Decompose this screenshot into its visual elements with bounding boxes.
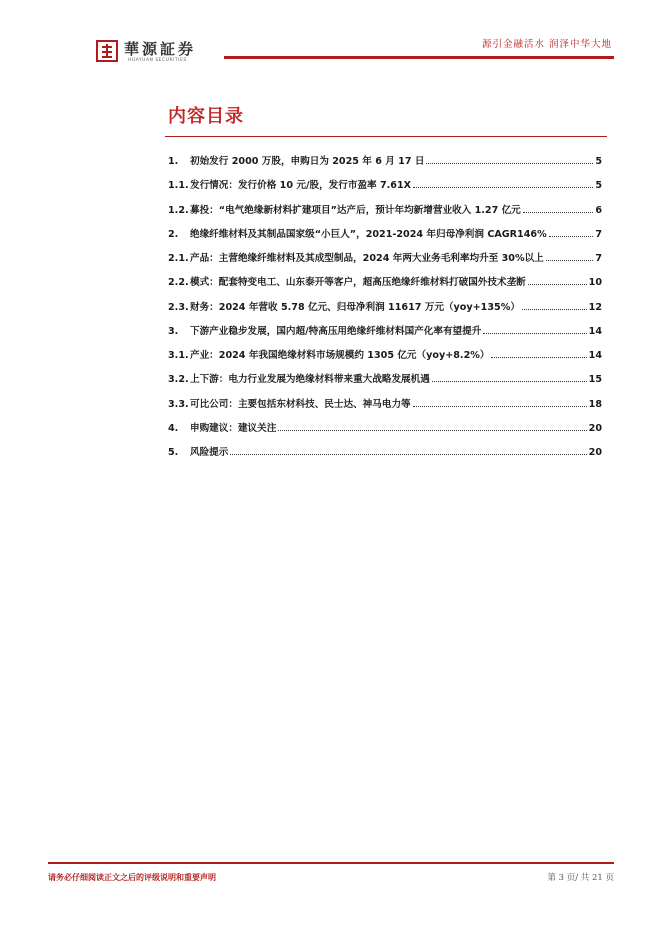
logo-english-name: HUAYUAN SECURITIES: [128, 58, 187, 63]
table-of-contents: [168, 153, 602, 468]
footer-disclaimer: 请务必仔细阅读正文之后的评级说明和重要声明: [48, 873, 216, 882]
toc-entry-page: 20: [588, 422, 602, 434]
toc-entry[interactable]: [168, 420, 602, 444]
toc-dot-leader: [483, 332, 586, 334]
toc-entry-number: 1.2.: [168, 204, 189, 216]
toc-dot-leader: [546, 259, 594, 261]
toc-entry[interactable]: [168, 274, 602, 298]
toc-entry-text: 募投：“电气绝缘新材料扩建项目”达产后，预计年均新增营业收入 1.27 亿元: [190, 204, 521, 216]
toc-entry-page: 7: [595, 253, 602, 264]
page-header: [0, 0, 662, 70]
toc-entry-text: 财务：2024 年营收 5.78 亿元、归母净利润 11617 万元（yoy+135%）: [190, 301, 520, 313]
company-logo: [96, 38, 216, 68]
header-slogan: 源引金融活水 润泽中华大地: [481, 39, 612, 50]
toc-entry-text: 发行情况：发行价格 10 元/股，发行市盈率 7.61X: [190, 180, 412, 192]
toc-entry-text: 可比公司：主要包括东材科技、民士达、神马电力等: [190, 398, 411, 410]
toc-dot-leader: [523, 211, 594, 213]
toc-entry-number: 2.: [168, 228, 179, 240]
toc-entry-page: 5: [595, 156, 602, 167]
toc-entry[interactable]: [168, 299, 602, 323]
toc-dot-leader: [432, 380, 587, 382]
toc-entry-page: 14: [588, 350, 602, 361]
toc-entry[interactable]: [168, 396, 602, 420]
toc-entry[interactable]: [168, 250, 602, 274]
toc-entry[interactable]: [168, 153, 602, 177]
toc-entry-page: 5: [595, 180, 602, 192]
toc-entry-page: 15: [588, 374, 602, 386]
header-divider: [224, 56, 614, 59]
toc-entry-text: 初始发行 2000 万股，申购日为 2025 年 6 月 17 日: [190, 156, 425, 167]
toc-title-divider: [165, 136, 607, 137]
toc-entry-number: 2.2.: [168, 277, 189, 289]
toc-entry[interactable]: [168, 371, 602, 395]
toc-entry-page: 10: [588, 277, 602, 289]
toc-entry-number: 3.: [168, 325, 179, 337]
toc-entry-page: 6: [595, 204, 602, 216]
toc-entry-page: 18: [588, 398, 602, 410]
toc-entry-number: 2.3.: [168, 301, 189, 313]
toc-dot-leader: [491, 356, 586, 358]
toc-dot-leader: [278, 429, 586, 431]
toc-entry-text: 申购建议：建议关注: [190, 422, 277, 434]
footer-divider: [48, 862, 614, 864]
toc-entry-text: 模式：配套特变电工、山东泰开等客户，超高压绝缘纤维材料打破国外技术垄断: [190, 277, 526, 289]
toc-entry-page: 20: [588, 447, 602, 458]
toc-entry-text: 产业：2024 年我国绝缘材料市场规模约 1305 亿元（yoy+8.2%）: [190, 350, 490, 361]
logo-seal-icon: [96, 40, 118, 62]
toc-entry-number: 1.: [168, 156, 179, 167]
toc-entry-text: 上下游：电力行业发展为绝缘材料带来重大战略发展机遇: [190, 374, 430, 386]
logo-name: 華源証券: [124, 40, 197, 58]
toc-entry-text: 下游产业稳步发展，国内超/特高压用绝缘纤维材料国产化率有望提升: [190, 325, 482, 337]
toc-dot-leader: [230, 453, 586, 455]
page-number: 第 3 页/ 共 21 页: [547, 873, 614, 883]
toc-entry-page: 14: [588, 325, 602, 337]
toc-entry-number: 4.: [168, 422, 179, 434]
toc-entry-number: 2.1.: [168, 253, 189, 264]
toc-dot-leader: [413, 405, 587, 407]
toc-dot-leader: [549, 235, 594, 237]
toc-dot-leader: [413, 186, 593, 188]
toc-entry-page: 7: [595, 228, 602, 240]
toc-entry-number: 5.: [168, 447, 179, 458]
toc-entry-text: 产品：主营绝缘纤维材料及其成型制品，2024 年两大业务毛利率均升至 30%以上: [190, 253, 544, 264]
toc-title: 内容目录: [168, 106, 244, 127]
toc-entry-number: 1.1.: [168, 180, 189, 192]
toc-entry-text: 绝缘纤维材料及其制品国家级“小巨人”，2021-2024 年归母净利润 CAGR146%: [190, 228, 547, 240]
toc-entry[interactable]: [168, 347, 602, 371]
toc-entry[interactable]: [168, 202, 602, 226]
toc-entry[interactable]: [168, 444, 602, 468]
toc-dot-leader: [522, 308, 587, 310]
toc-entry[interactable]: [168, 226, 602, 250]
toc-entry-number: 3.2.: [168, 374, 189, 386]
toc-entry[interactable]: [168, 177, 602, 201]
toc-dot-leader: [426, 162, 593, 164]
toc-entry-page: 12: [588, 301, 602, 313]
toc-entry-number: 3.3.: [168, 398, 189, 410]
toc-entry[interactable]: [168, 323, 602, 347]
toc-entry-number: 3.1.: [168, 350, 189, 361]
toc-entry-text: 风险提示: [190, 447, 229, 458]
toc-dot-leader: [528, 283, 587, 285]
